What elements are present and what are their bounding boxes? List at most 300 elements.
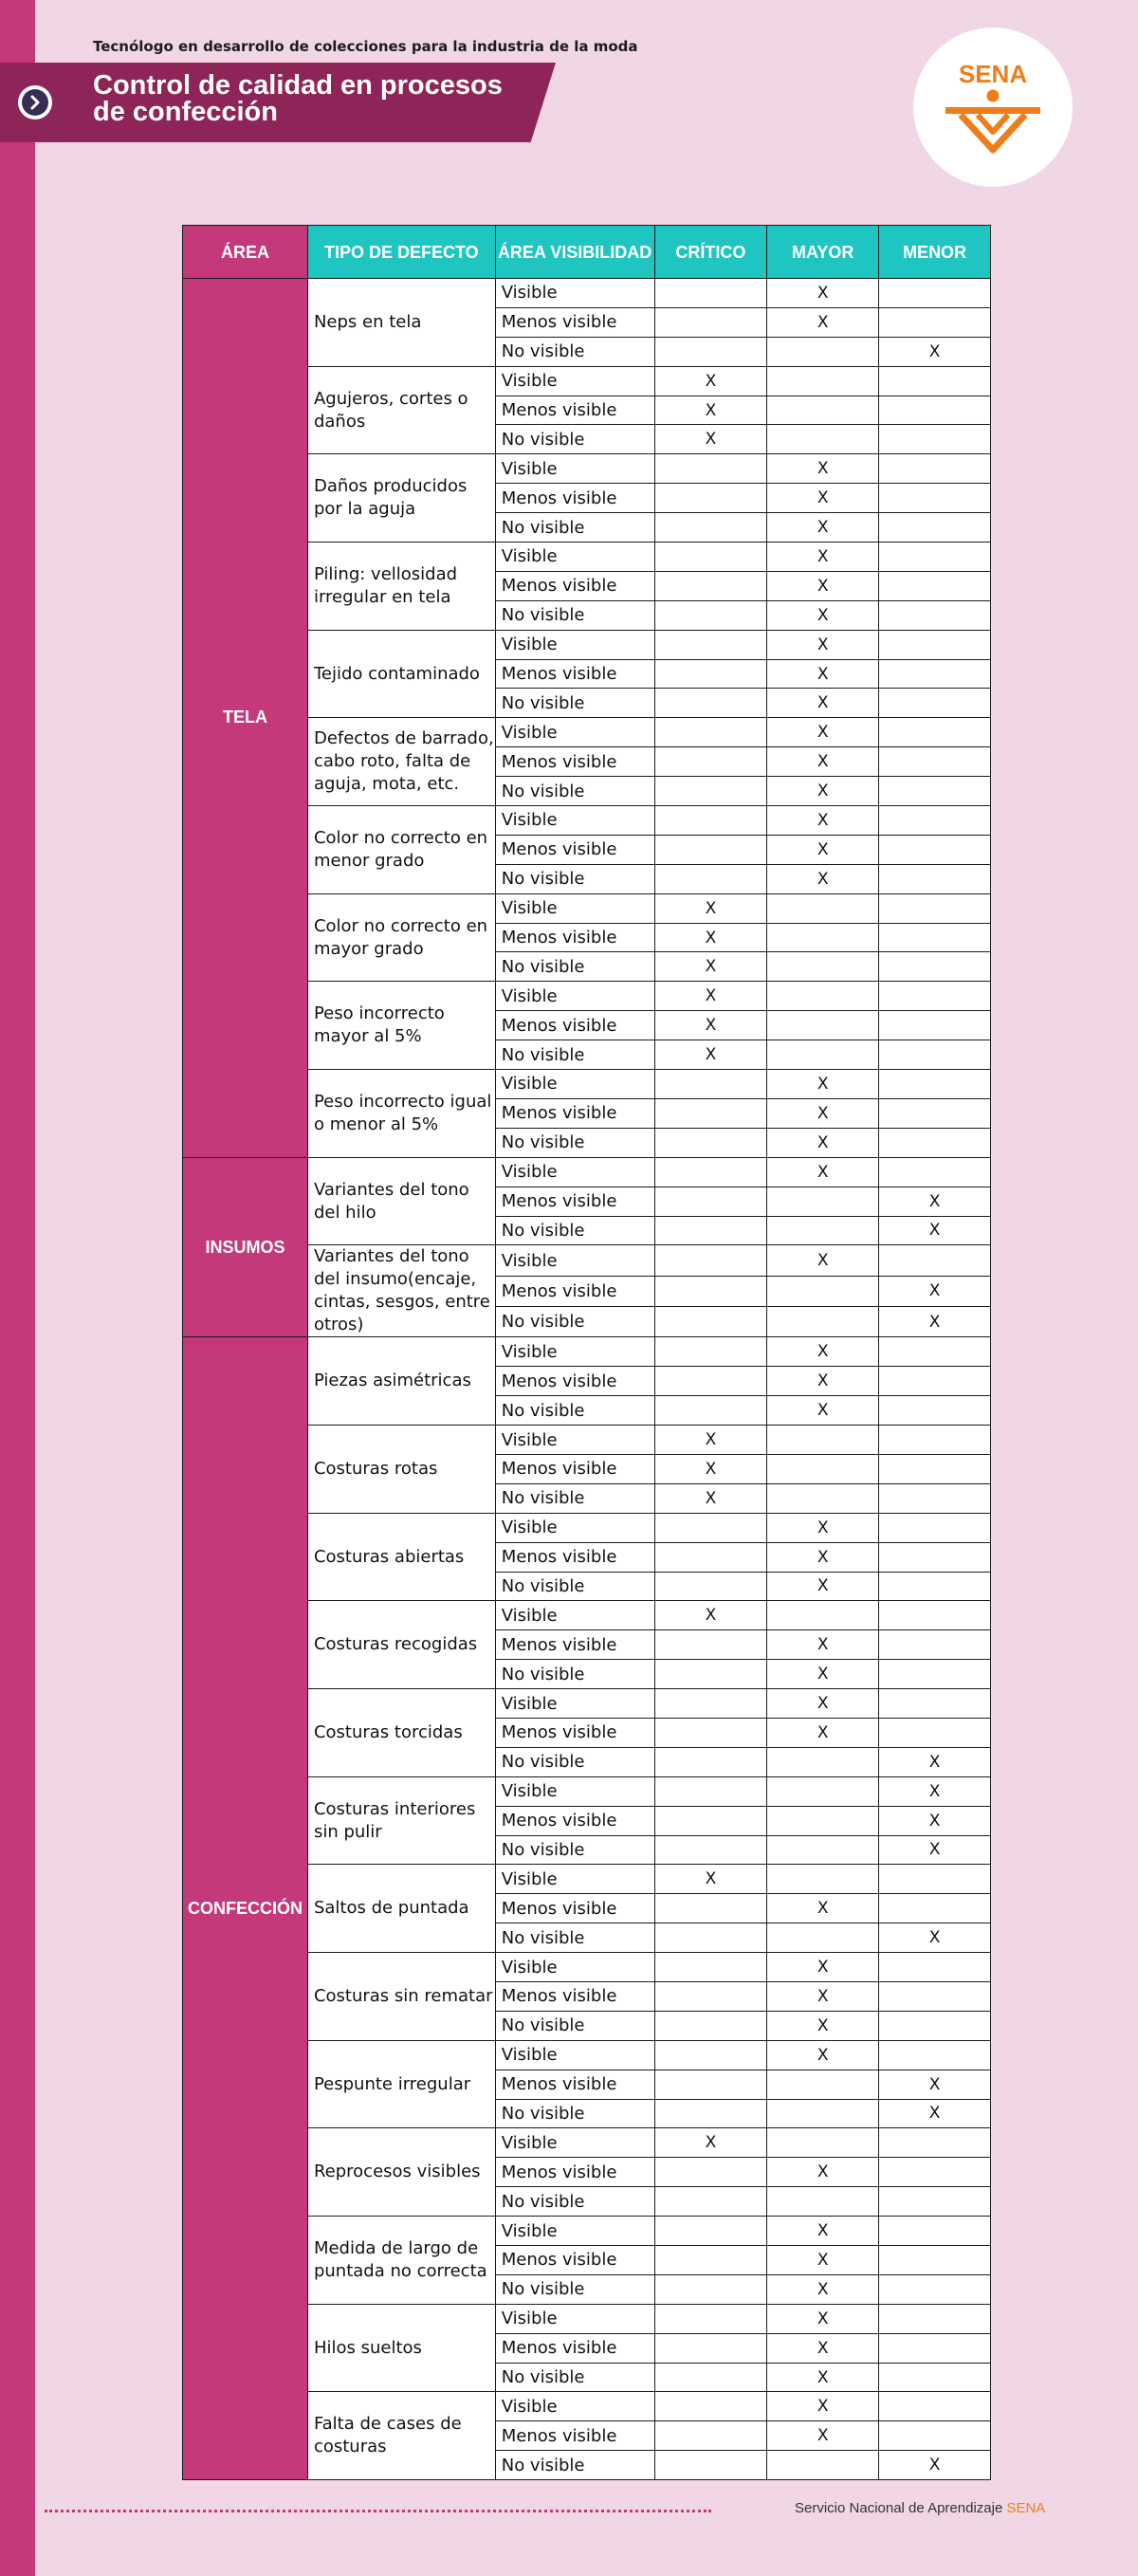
- severity-menor-cell: X: [879, 2099, 991, 2128]
- severity-mayor-cell: X: [767, 1513, 879, 1542]
- severity-menor-cell: [879, 1040, 991, 1070]
- severity-mayor-cell: X: [767, 2040, 879, 2070]
- severity-menor-cell: [879, 718, 991, 747]
- defect-type-cell: Peso incorrecto igual o menor al 5%: [307, 1070, 495, 1158]
- visibility-cell: Menos visible: [495, 1718, 654, 1747]
- severity-mayor-cell: X: [767, 747, 879, 777]
- visibility-cell: No visible: [495, 1128, 654, 1157]
- severity-menor-cell: [879, 1128, 991, 1157]
- severity-mayor-cell: [767, 1187, 879, 1216]
- severity-mayor-cell: [767, 1806, 879, 1835]
- visibility-cell: Visible: [495, 1513, 654, 1542]
- severity-mayor-cell: X: [767, 1396, 879, 1426]
- severity-menor-cell: X: [879, 337, 991, 366]
- severity-critico-cell: [654, 1187, 767, 1216]
- visibility-cell: Menos visible: [495, 1630, 654, 1660]
- severity-critico-cell: [654, 2217, 767, 2246]
- defect-type-cell: Costuras interiores sin pulir: [307, 1776, 495, 1865]
- severity-menor-cell: [879, 1660, 991, 1689]
- severity-mayor-cell: [767, 2070, 879, 2099]
- visibility-cell: Menos visible: [495, 484, 654, 513]
- severity-critico-cell: [654, 1367, 767, 1396]
- defect-type-cell: Costuras sin rematar: [307, 1953, 495, 2041]
- severity-menor-cell: [879, 2333, 991, 2363]
- severity-critico-cell: [654, 279, 767, 308]
- severity-menor-cell: [879, 279, 991, 308]
- severity-critico-cell: X: [654, 1011, 767, 1040]
- severity-menor-cell: [879, 1454, 991, 1483]
- visibility-cell: Visible: [495, 279, 654, 308]
- severity-mayor-cell: [767, 982, 879, 1011]
- chevron-right-icon: [22, 89, 48, 116]
- visibility-cell: Menos visible: [495, 2246, 654, 2275]
- severity-critico-cell: [654, 2070, 767, 2099]
- severity-critico-cell: [654, 2421, 767, 2451]
- severity-critico-cell: [654, 513, 767, 543]
- footer-institution: Servicio Nacional de Aprendizaje: [795, 2500, 1003, 2516]
- visibility-cell: Menos visible: [495, 1894, 654, 1923]
- visibility-cell: No visible: [495, 1216, 654, 1245]
- severity-menor-cell: [879, 835, 991, 864]
- severity-critico-cell: [654, 337, 767, 366]
- visibility-cell: No visible: [495, 2187, 654, 2217]
- severity-menor-cell: [879, 1483, 991, 1513]
- severity-mayor-cell: X: [767, 1070, 879, 1099]
- severity-menor-cell: X: [879, 1806, 991, 1835]
- severity-critico-cell: [654, 864, 767, 893]
- severity-mayor-cell: X: [767, 718, 879, 747]
- severity-menor-cell: X: [879, 1923, 991, 1953]
- severity-menor-cell: [879, 1542, 991, 1572]
- defect-type-cell: Costuras abiertas: [307, 1513, 495, 1601]
- severity-menor-cell: [879, 1011, 991, 1040]
- severity-critico-cell: [654, 1718, 767, 1747]
- severity-menor-cell: X: [879, 1216, 991, 1245]
- severity-mayor-cell: X: [767, 484, 879, 513]
- severity-mayor-cell: X: [767, 1367, 879, 1396]
- severity-critico-cell: [654, 1630, 767, 1660]
- severity-mayor-cell: [767, 1307, 879, 1337]
- severity-mayor-cell: X: [767, 1157, 879, 1187]
- severity-menor-cell: [879, 2011, 991, 2040]
- severity-mayor-cell: X: [767, 864, 879, 893]
- severity-mayor-cell: [767, 1923, 879, 1953]
- severity-critico-cell: [654, 1157, 767, 1187]
- severity-critico-cell: [654, 571, 767, 600]
- severity-mayor-cell: X: [767, 1894, 879, 1923]
- severity-menor-cell: [879, 1689, 991, 1719]
- severity-critico-cell: [654, 2099, 767, 2128]
- severity-menor-cell: [879, 2158, 991, 2187]
- visibility-cell: No visible: [495, 337, 654, 366]
- severity-menor-cell: [879, 1513, 991, 1542]
- sena-logo: [913, 28, 1073, 187]
- nav-next-button[interactable]: [18, 85, 52, 120]
- severity-critico-cell: [654, 1216, 767, 1245]
- visibility-cell: Menos visible: [495, 1367, 654, 1396]
- defect-type-cell: Saltos de puntada: [307, 1865, 495, 1953]
- visibility-cell: Visible: [495, 1157, 654, 1187]
- defect-type-cell: Daños producidos por la aguja: [307, 454, 495, 543]
- severity-critico-cell: [654, 600, 767, 630]
- severity-critico-cell: [654, 1542, 767, 1572]
- defect-type-cell: Pespunte irregular: [307, 2040, 495, 2128]
- severity-menor-cell: [879, 307, 991, 337]
- severity-mayor-cell: [767, 1040, 879, 1070]
- table-row: [183, 279, 991, 308]
- severity-critico-cell: [654, 2040, 767, 2070]
- severity-critico-cell: [654, 2451, 767, 2480]
- severity-mayor-cell: X: [767, 806, 879, 836]
- severity-mayor-cell: X: [767, 543, 879, 572]
- program-subtitle: Tecnólogo en desarrollo de colecciones para la industria de la moda: [93, 38, 638, 55]
- sena-logo-icon: [940, 60, 1046, 155]
- severity-critico-cell: [654, 1098, 767, 1128]
- severity-menor-cell: [879, 2274, 991, 2304]
- severity-critico-cell: [654, 806, 767, 836]
- severity-mayor-cell: [767, 337, 879, 366]
- defect-type-cell: Peso incorrecto mayor al 5%: [307, 982, 495, 1070]
- severity-mayor-cell: X: [767, 2392, 879, 2421]
- visibility-cell: Menos visible: [495, 2158, 654, 2187]
- defect-type-cell: Costuras recogidas: [307, 1601, 495, 1689]
- severity-critico-cell: [654, 1070, 767, 1099]
- visibility-cell: Visible: [495, 1245, 654, 1276]
- visibility-cell: Menos visible: [495, 1187, 654, 1216]
- defect-type-cell: Variantes del tono del hilo: [307, 1157, 495, 1245]
- severity-critico-cell: [654, 630, 767, 659]
- severity-menor-cell: [879, 1953, 991, 1982]
- visibility-cell: Menos visible: [495, 2421, 654, 2451]
- severity-critico-cell: [654, 1396, 767, 1426]
- severity-menor-cell: [879, 2217, 991, 2246]
- severity-mayor-cell: X: [767, 307, 879, 337]
- header-area: ÁREA: [183, 226, 308, 279]
- visibility-cell: Visible: [495, 982, 654, 1011]
- table-row: [183, 1337, 991, 1367]
- severity-mayor-cell: [767, 2099, 879, 2128]
- visibility-cell: No visible: [495, 1923, 654, 1953]
- severity-mayor-cell: X: [767, 835, 879, 864]
- header-visibility: ÁREA VISIBILIDAD: [495, 226, 654, 279]
- severity-mayor-cell: X: [767, 454, 879, 484]
- severity-critico-cell: [654, 2158, 767, 2187]
- visibility-cell: Menos visible: [495, 307, 654, 337]
- severity-mayor-cell: X: [767, 2333, 879, 2363]
- severity-mayor-cell: [767, 366, 879, 396]
- visibility-cell: Menos visible: [495, 659, 654, 689]
- severity-menor-cell: X: [879, 2451, 991, 2480]
- visibility-cell: No visible: [495, 777, 654, 806]
- defect-type-cell: Hilos sueltos: [307, 2304, 495, 2392]
- severity-critico-cell: [654, 1307, 767, 1337]
- severity-menor-cell: [879, 1865, 991, 1894]
- severity-menor-cell: [879, 366, 991, 396]
- severity-menor-cell: [879, 396, 991, 425]
- severity-critico-cell: X: [654, 1865, 767, 1894]
- severity-mayor-cell: X: [767, 659, 879, 689]
- severity-mayor-cell: X: [767, 1953, 879, 1982]
- severity-mayor-cell: X: [767, 1660, 879, 1689]
- severity-menor-cell: [879, 777, 991, 806]
- severity-menor-cell: [879, 2246, 991, 2275]
- severity-menor-cell: [879, 1070, 991, 1099]
- severity-critico-cell: [654, 835, 767, 864]
- footer: [795, 2500, 1045, 2516]
- severity-menor-cell: [879, 1245, 991, 1276]
- area-cell: INSUMOS: [183, 1157, 308, 1337]
- severity-mayor-cell: [767, 1865, 879, 1894]
- severity-mayor-cell: X: [767, 777, 879, 806]
- visibility-cell: Menos visible: [495, 1542, 654, 1572]
- severity-menor-cell: [879, 2363, 991, 2392]
- visibility-cell: Visible: [495, 454, 654, 484]
- severity-menor-cell: [879, 982, 991, 1011]
- severity-mayor-cell: [767, 1835, 879, 1865]
- visibility-cell: Visible: [495, 1953, 654, 1982]
- defect-type-cell: Neps en tela: [307, 279, 495, 367]
- severity-mayor-cell: [767, 1747, 879, 1776]
- severity-mayor-cell: [767, 2128, 879, 2158]
- severity-critico-cell: [654, 1128, 767, 1157]
- severity-mayor-cell: X: [767, 2246, 879, 2275]
- severity-critico-cell: X: [654, 1454, 767, 1483]
- severity-menor-cell: [879, 1367, 991, 1396]
- severity-critico-cell: [654, 718, 767, 747]
- visibility-cell: No visible: [495, 1307, 654, 1337]
- severity-critico-cell: X: [654, 1483, 767, 1513]
- visibility-cell: No visible: [495, 1835, 654, 1865]
- severity-mayor-cell: X: [767, 2217, 879, 2246]
- severity-menor-cell: [879, 1157, 991, 1187]
- visibility-cell: No visible: [495, 952, 654, 982]
- visibility-cell: Menos visible: [495, 1454, 654, 1483]
- visibility-cell: Visible: [495, 1426, 654, 1455]
- visibility-cell: Menos visible: [495, 1981, 654, 2011]
- severity-critico-cell: [654, 2274, 767, 2304]
- severity-critico-cell: [654, 1513, 767, 1542]
- severity-menor-cell: [879, 513, 991, 543]
- severity-mayor-cell: X: [767, 513, 879, 543]
- severity-menor-cell: [879, 659, 991, 689]
- visibility-cell: No visible: [495, 1396, 654, 1426]
- visibility-cell: Menos visible: [495, 1806, 654, 1835]
- severity-critico-cell: [654, 659, 767, 689]
- severity-critico-cell: X: [654, 1040, 767, 1070]
- severity-critico-cell: [654, 1776, 767, 1806]
- visibility-cell: No visible: [495, 1040, 654, 1070]
- severity-critico-cell: [654, 1806, 767, 1835]
- severity-menor-cell: [879, 2304, 991, 2333]
- severity-menor-cell: [879, 689, 991, 718]
- severity-menor-cell: [879, 484, 991, 513]
- severity-menor-cell: [879, 2187, 991, 2217]
- defect-type-cell: Falta de cases de costuras: [307, 2392, 495, 2480]
- footer-divider: [45, 2510, 711, 2512]
- severity-menor-cell: [879, 543, 991, 572]
- severity-mayor-cell: X: [767, 2274, 879, 2304]
- severity-mayor-cell: X: [767, 279, 879, 308]
- defect-type-cell: Costuras torcidas: [307, 1689, 495, 1777]
- severity-mayor-cell: [767, 923, 879, 952]
- severity-critico-cell: [654, 2333, 767, 2363]
- visibility-cell: Menos visible: [495, 2333, 654, 2363]
- defect-type-cell: Piezas asimétricas: [307, 1337, 495, 1426]
- severity-critico-cell: [654, 1747, 767, 1776]
- visibility-cell: No visible: [495, 1572, 654, 1601]
- severity-menor-cell: [879, 893, 991, 923]
- severity-mayor-cell: X: [767, 1689, 879, 1719]
- severity-mayor-cell: X: [767, 1981, 879, 2011]
- severity-critico-cell: [654, 1835, 767, 1865]
- severity-critico-cell: X: [654, 366, 767, 396]
- severity-mayor-cell: X: [767, 571, 879, 600]
- visibility-cell: No visible: [495, 1747, 654, 1776]
- severity-menor-cell: X: [879, 1187, 991, 1216]
- visibility-cell: Menos visible: [495, 835, 654, 864]
- severity-mayor-cell: X: [767, 1098, 879, 1128]
- defect-type-cell: Tejido contaminado: [307, 630, 495, 718]
- severity-mayor-cell: [767, 396, 879, 425]
- severity-menor-cell: [879, 1396, 991, 1426]
- severity-mayor-cell: X: [767, 1245, 879, 1276]
- severity-critico-cell: [654, 2011, 767, 2040]
- severity-menor-cell: [879, 1337, 991, 1367]
- visibility-cell: No visible: [495, 689, 654, 718]
- visibility-cell: No visible: [495, 1660, 654, 1689]
- severity-menor-cell: [879, 1630, 991, 1660]
- severity-mayor-cell: [767, 1426, 879, 1455]
- visibility-cell: Visible: [495, 1070, 654, 1099]
- severity-menor-cell: X: [879, 1776, 991, 1806]
- visibility-cell: Menos visible: [495, 1011, 654, 1040]
- visibility-cell: No visible: [495, 1483, 654, 1513]
- severity-mayor-cell: X: [767, 1630, 879, 1660]
- defect-type-cell: Reprocesos visibles: [307, 2128, 495, 2217]
- severity-critico-cell: [654, 1894, 767, 1923]
- severity-mayor-cell: X: [767, 689, 879, 718]
- severity-menor-cell: [879, 864, 991, 893]
- severity-menor-cell: [879, 1981, 991, 2011]
- severity-menor-cell: [879, 600, 991, 630]
- severity-mayor-cell: X: [767, 2158, 879, 2187]
- severity-critico-cell: [654, 2246, 767, 2275]
- severity-mayor-cell: X: [767, 2304, 879, 2333]
- severity-mayor-cell: [767, 1454, 879, 1483]
- visibility-cell: Menos visible: [495, 1098, 654, 1128]
- severity-critico-cell: X: [654, 1426, 767, 1455]
- area-cell: TELA: [183, 279, 308, 1158]
- severity-menor-cell: [879, 1894, 991, 1923]
- visibility-cell: No visible: [495, 425, 654, 454]
- visibility-cell: Visible: [495, 543, 654, 572]
- severity-critico-cell: [654, 747, 767, 777]
- visibility-cell: Visible: [495, 1776, 654, 1806]
- severity-critico-cell: X: [654, 893, 767, 923]
- visibility-cell: Menos visible: [495, 2070, 654, 2099]
- severity-mayor-cell: [767, 2187, 879, 2217]
- severity-critico-cell: X: [654, 982, 767, 1011]
- visibility-cell: No visible: [495, 2451, 654, 2480]
- visibility-cell: Visible: [495, 1689, 654, 1719]
- severity-critico-cell: [654, 1953, 767, 1982]
- severity-critico-cell: [654, 689, 767, 718]
- severity-mayor-cell: [767, 2451, 879, 2480]
- severity-menor-cell: [879, 923, 991, 952]
- severity-critico-cell: X: [654, 923, 767, 952]
- severity-menor-cell: [879, 454, 991, 484]
- visibility-cell: Visible: [495, 2392, 654, 2421]
- severity-mayor-cell: [767, 1601, 879, 1630]
- visibility-cell: Menos visible: [495, 923, 654, 952]
- severity-mayor-cell: X: [767, 2421, 879, 2451]
- severity-critico-cell: [654, 2392, 767, 2421]
- header-major: MAYOR: [767, 226, 879, 279]
- severity-menor-cell: [879, 2128, 991, 2158]
- visibility-cell: Visible: [495, 718, 654, 747]
- severity-mayor-cell: [767, 1011, 879, 1040]
- severity-mayor-cell: [767, 425, 879, 454]
- severity-mayor-cell: [767, 952, 879, 982]
- visibility-cell: Visible: [495, 630, 654, 659]
- severity-mayor-cell: [767, 1776, 879, 1806]
- severity-critico-cell: [654, 2187, 767, 2217]
- visibility-cell: Visible: [495, 2040, 654, 2070]
- severity-critico-cell: [654, 454, 767, 484]
- severity-menor-cell: [879, 1572, 991, 1601]
- visibility-cell: No visible: [495, 2099, 654, 2128]
- severity-menor-cell: [879, 747, 991, 777]
- visibility-cell: Menos visible: [495, 396, 654, 425]
- visibility-cell: Menos visible: [495, 1276, 654, 1306]
- severity-menor-cell: [879, 952, 991, 982]
- severity-mayor-cell: [767, 893, 879, 923]
- severity-critico-cell: [654, 1245, 767, 1276]
- severity-mayor-cell: [767, 1216, 879, 1245]
- severity-critico-cell: [654, 1923, 767, 1953]
- left-accent-bar: [0, 0, 35, 2576]
- severity-critico-cell: X: [654, 1601, 767, 1630]
- visibility-cell: No visible: [495, 2363, 654, 2392]
- severity-menor-cell: [879, 425, 991, 454]
- defect-type-cell: Medida de largo de puntada no correcta: [307, 2217, 495, 2305]
- visibility-cell: Visible: [495, 1865, 654, 1894]
- severity-critico-cell: X: [654, 952, 767, 982]
- severity-critico-cell: [654, 1660, 767, 1689]
- severity-critico-cell: X: [654, 425, 767, 454]
- severity-menor-cell: [879, 1601, 991, 1630]
- severity-critico-cell: [654, 543, 767, 572]
- severity-critico-cell: [654, 2363, 767, 2392]
- severity-mayor-cell: X: [767, 1542, 879, 1572]
- header-defect-type: TIPO DE DEFECTO: [307, 226, 495, 279]
- severity-mayor-cell: X: [767, 1128, 879, 1157]
- severity-mayor-cell: X: [767, 600, 879, 630]
- severity-critico-cell: [654, 1276, 767, 1306]
- severity-menor-cell: [879, 2421, 991, 2451]
- severity-menor-cell: [879, 2392, 991, 2421]
- severity-critico-cell: [654, 2304, 767, 2333]
- severity-critico-cell: X: [654, 2128, 767, 2158]
- defect-type-cell: Color no correcto en mayor grado: [307, 893, 495, 982]
- visibility-cell: Visible: [495, 366, 654, 396]
- defect-type-cell: Variantes del tono del insumo(encaje, cintas, sesgos, entre otros): [307, 1245, 495, 1337]
- severity-mayor-cell: X: [767, 1337, 879, 1367]
- visibility-cell: Visible: [495, 2304, 654, 2333]
- severity-menor-cell: [879, 571, 991, 600]
- visibility-cell: No visible: [495, 2011, 654, 2040]
- table-row: [183, 1157, 991, 1187]
